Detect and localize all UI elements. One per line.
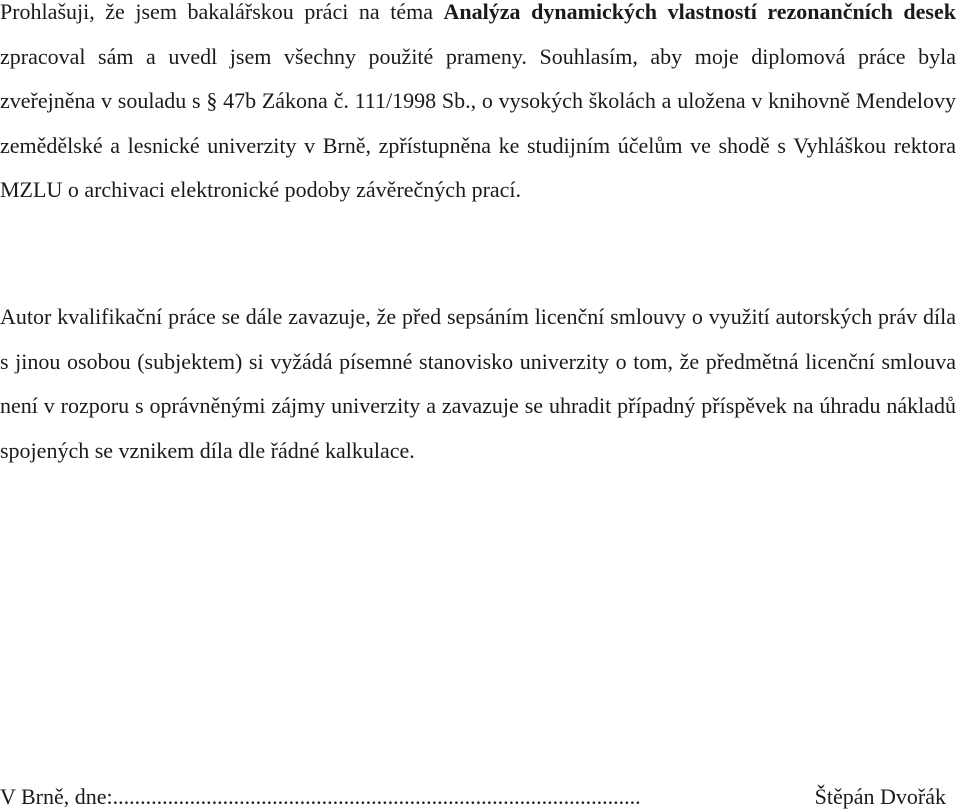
signature-dots: ................................................................................................ bbox=[112, 784, 641, 809]
declaration-body: zpracoval sám a uvedl jsem všechny použité prameny. Souhlasím, aby moje diplomová práce byla zveřejněna v souladu s § 47b Zákona č. 111/1998 Sb., o vysokých školách a uložena v knihovně Mendelovy zemědělské a lesnické univerzity v Brně, zpřístupněna ke studijním účelům ve shodě s Vyhláškou rektora MZLU o archivaci elektronické podoby závěrečných prací. bbox=[0, 43, 956, 202]
author-name: Štěpán Dvořák bbox=[814, 784, 946, 809]
obligation-paragraph: Autor kvalifikační práce se dále zavazuje, že před sepsáním licenční smlouvy o využití autorských práv díla s jinou osobou (subjektem) si vyžádá písemné stanovisko univerzity o tom, že předmětná licenční smlouva není v rozporu s oprávněnými zájmy univerzity a zavazuje se uhradit případný příspěvek na úhradu nákladů spojených se vznikem díla dle řádné kalkulace. bbox=[0, 304, 956, 463]
place-date-text: V Brně, dne: bbox=[0, 784, 113, 809]
declaration-paragraph bbox=[0, 0, 956, 213]
place-date-label bbox=[0, 782, 641, 812]
declaration-intro: Prohlašuji, že jsem bakalářskou práci na téma bbox=[0, 0, 444, 24]
thesis-title: Analýza dynamických vlastností rezonančních desek bbox=[443, 0, 956, 24]
signature-line bbox=[0, 782, 946, 812]
